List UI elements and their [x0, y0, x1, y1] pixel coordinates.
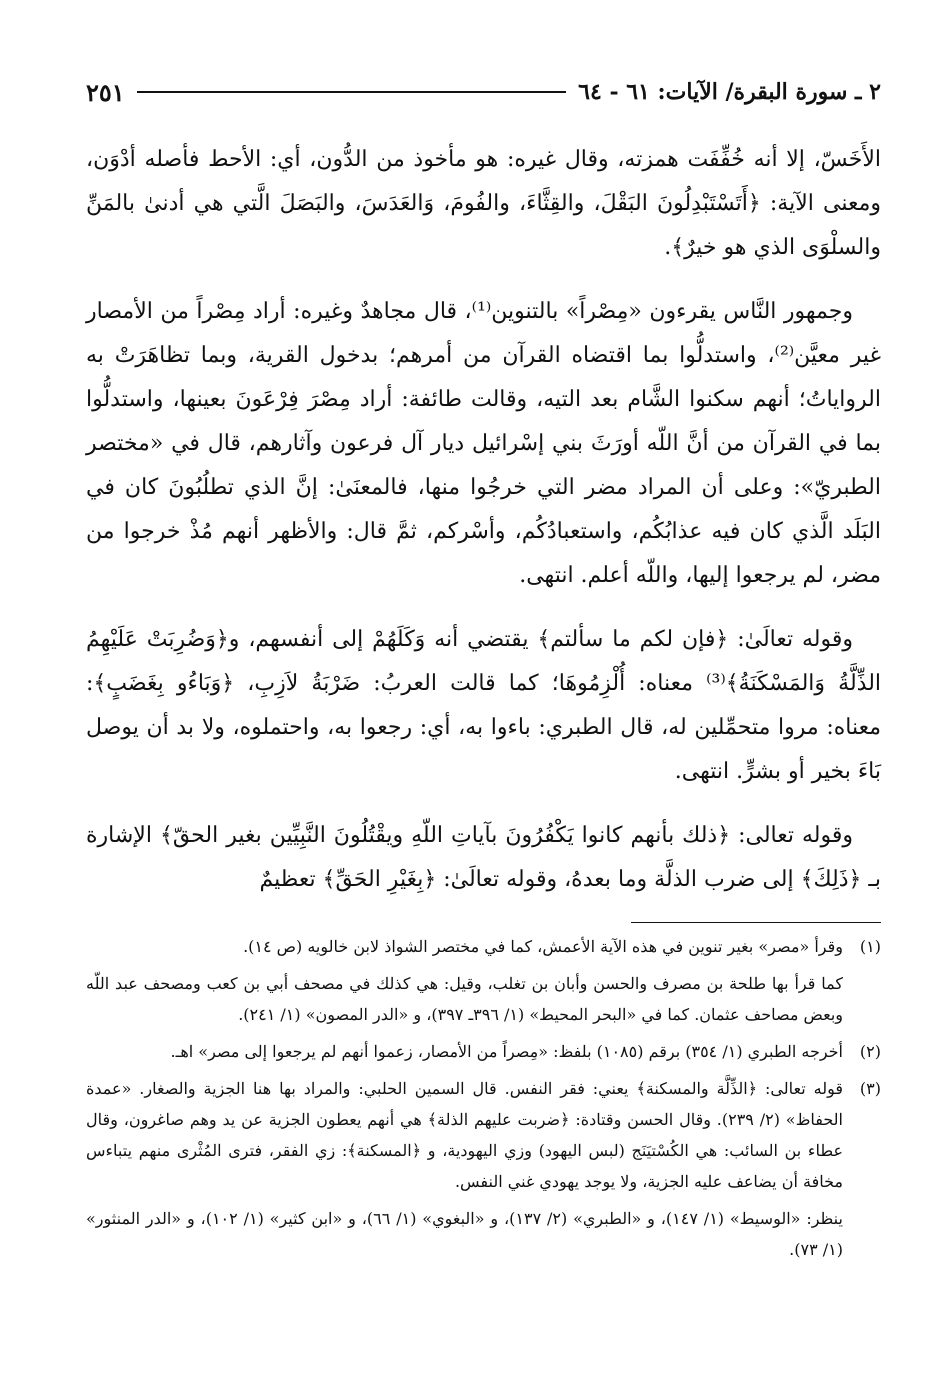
paragraph: الأَخَسّ، إلا أنه خُفِّفَت همزته، وقال غيره: هو مأخوذ من الدُّون، أي: الأحط فأصله أدْوَن، ومعنى الآية: ﴿أَتَسْتَبْدِلُونَ البَقْلَ، والقِثَّاءَ، والفُومَ، وَالعَدَسَ، والبَصَلَ الَّتي هي أدنىٰ بالمَنِّ والسلْوَى الذي هو خيرٌ﴾.	[86, 147, 881, 260]
paragraph: وقوله تعالى: ﴿ذلك بأنهم كانوا يَكْفُرُونَ بآياتِ اللّهِ ويقْتُلُونَ النَّبِيِّين بغير الحقّ﴾ الإشارة بـ ﴿ذَلِكَ﴾ إلى ضرب الذلَّة وما بعدهُ، وقوله تعالَىٰ: ﴿بِغَيْرِ الحَقِّ﴾ تعظيمٌ	[86, 823, 881, 892]
footnote-line: أخرجه الطبري (١/ ٣٥٤) برقم (١٠٨٥) بلفظ: «مِصراً من الأمصار، زعموا أنهم لم يرجعوا إلى مصر» اهـ.	[170, 1042, 843, 1061]
paragraph: وقوله تعالَىٰ: ﴿فإن لكم ما سألتم﴾ يقتضي أنه وَكَلَهُمْ إلى أنفسهم، و﴿وَضُرِبَتْ عَلَيْهِمُ الذِّلَّةُ وَالمَسْكَنَةُ﴾⁽³⁾ معناه: أُلْزِمُوهَا؛ كما قالت العربُ: ضَرْبَةُ لاَزِبِ، ﴿وَبَاءُو بِغَضَبٍ﴾: معناه: مروا متحمِّلين له، قال الطبري: باءوا به، أي: رجعوا به، واحتملوه، ولا بد أن يوصل بَاءَ بخير أو بشرٍّ. انتهى.	[86, 627, 882, 784]
footnote	[86, 1073, 881, 1265]
running-header	[86, 74, 881, 110]
main-text	[86, 138, 881, 902]
footnote	[86, 1036, 881, 1067]
footnote-mark: (٣)	[859, 1079, 881, 1098]
header-rule	[137, 91, 566, 93]
paragraph: وجمهور النَّاس يقرءون «مِصْراً» بالتنوين⁽¹⁾، قال مجاهدٌ وغيره: أراد مِصْراً من الأمصار غير معيَّن⁽²⁾، واستدلُّوا بما اقتضاه القرآن من أمرهم؛ بدخول القرية، وبما تظاهَرَتْ به الرواياتُ؛ أنهم سكنوا الشَّام بعد التيه، وقالت طائفة: أراد مِصْرَ فِرْعَونَ بعينها، واستدلُّوا بما في القرآن من أنَّ اللّه أورَثَ بني إسْرائيل ديار آل فرعون وآثارهم، قال في «مختصر الطبريّ»: وعلى أن المراد مضر التي خرجُوا منها، فالمعنَىٰ: إنَّ الذي تطلُبُونَ كان في البَلَد الَّذي كان فيه عذابُكُم، واستعبادُكُم، وأسْركم، ثمَّ قال: والأظهر أنهم مُذْ خرجوا من مضر، لم يرجعوا إليها، واللّه أعلم. انتهى.	[86, 299, 882, 588]
book-page	[86, 74, 881, 1271]
footnote-line: وقرأ «مصر» بغير تنوين في هذه الآية الأعمش، كما في مختصر الشواذ لابن خالويه (ص ١٤).	[243, 937, 843, 956]
page-number: ٢٥١	[86, 77, 125, 107]
footnote-separator	[631, 922, 881, 923]
header-title: ٢ ـ سورة البقرة/ الآيات: ٦١ - ٦٤	[578, 79, 881, 105]
footnote	[86, 931, 881, 1030]
footnote-line: ينظر: «الوسيط» (١/ ١٤٧)، و «الطبري» (٢/ ١٣٧)، و «البغوي» (١/ ٦٦)، و «ابن كثير» (١/ ١٠٢)، و «الدر المنثور» (١/ ٧٣).	[86, 1209, 843, 1259]
footnote-mark: (٢)	[859, 1042, 881, 1061]
footnotes	[86, 931, 881, 1265]
footnote-mark: (١)	[859, 937, 881, 956]
footnote-line: قوله تعالى: ﴿الذِّلَّة والمسكنة﴾ يعني: فقر النفس. قال السمين الحلبي: والمراد بها هنا الجزية والصغار. «عمدة الحفاظ» (٢/ ٢٣٩). وقال الحسن وقتادة: ﴿ضربت عليهم الذلة﴾ هي أنهم يعطون الجزية عن يد وهم صاغرون، وقال عطاء بن السائب: هي الكُسْتيَنَج (لبس اليهود) وزي اليهودية، و ﴿المسكنة﴾: زي الفقر، فترى المُثْرى منهم يتباءس مخافة أن يضاعف عليه الجزية، ولا يوجد يهودي غني النفس.	[86, 1079, 844, 1191]
footnote-line: كما قرأ بها طلحة بن مصرف والحسن وأبان بن تغلب، وقيل: هي كذلك في مصحف أبي بن كعب ومصحف عبد اللّه وبعض مصاحف عثمان. كما في «البحر المحيط» (١/ ٣٩٦ـ ٣٩٧)، و «الدر المصون» (١/ ٢٤١).	[86, 974, 843, 1024]
